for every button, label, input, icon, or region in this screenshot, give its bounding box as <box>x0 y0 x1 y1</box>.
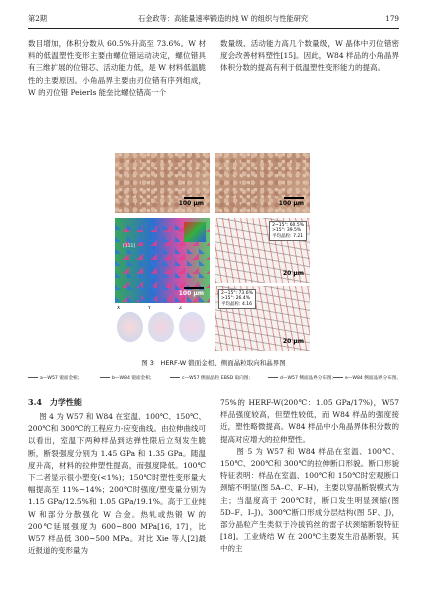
pole-figure-x <box>117 312 143 342</box>
scale-bar <box>184 287 204 289</box>
stat-high-angle: >15°: 26.4% <box>221 296 250 301</box>
page-number: 179 <box>385 14 399 23</box>
pole-figure-y <box>148 312 174 342</box>
section-heading: 3.4 力学性能 <box>28 397 82 407</box>
scale-label-c: 100 μm <box>178 290 204 297</box>
ipf-corner-label: [111] <box>123 244 136 249</box>
figure-caption: 图 3 HERF-W 锻面金相、侧面晶粒取向和晶界图 <box>141 359 286 367</box>
panel-a-micrograph <box>115 153 210 213</box>
legend-item-b: b—W84 锻面金相； <box>100 375 154 381</box>
header-rule <box>28 28 399 29</box>
top-left-paragraph: 数目增加，体积分数从 60.5%升高至 73.6%。W 材料的低温塑性变形主要由螺位错运动决定，螺位错具有三维扩展的位错芯、活动能力低，是 W 材料低温脆性的主要原因。小角晶界主要由刃位错有序列组成，W 的刃位错 Peierls 能垒比螺位错高一个 <box>28 39 206 97</box>
ipf-pole-figures <box>115 306 210 351</box>
figure-legend <box>28 375 402 385</box>
scale-label-b: 100 μm <box>278 200 304 207</box>
stat-high-angle: >15°: 39.5% <box>272 228 302 233</box>
panel-e-boundary-map <box>215 286 310 351</box>
issue-number: 第2期 <box>28 14 47 23</box>
stat-grain-size: 平均晶粒: 7.21 <box>272 234 304 239</box>
right-column-paragraph: 75%的 HERF-W(200℃：1.05 GPa/17%)，W57 样品强度较高，但塑性较低，而 W84 样品的强度接近，塑性略微提高。W84 样品中小角晶界体积分数的提高对应增大的拉伸塑性。 图 5 为 W57 和 W84 样品在室温、100℃、150℃、200℃和 300℃的拉伸断口形貌。断口形貌特征表明：样品在室温、100℃和 150℃时宏观断口颈缩不明显(图 5A–C、F–H)，主要以穿晶断裂模式为主；当温度高于 200℃时，断口发生明显颈缩(图 5D–F、I–J)。300℃断口形成分层结构(图 5F、J)，部分晶粒产生类似于冷拔钨丝的雷子状颈缩断裂特征[18]。工业烧结 W 在 200℃主要发生沿晶断裂，其中的主 <box>220 398 399 554</box>
legend-item-c: c—W57 侧面晶粒 EBSD 取向图； <box>170 375 253 381</box>
legend-item-d: d—W57 侧面晶界分布图； <box>268 375 336 381</box>
stat-low-angle: 2~15°: 73.6% <box>221 291 253 296</box>
stat-low-angle: 2~15°: 60.5% <box>272 223 304 228</box>
left-column-paragraph: 图 4 为 W57 和 W84 在室温、100℃、150℃、200℃和 300℃的工程应力-应变曲线。由拉伸曲线可以看出，室温下两种样品到达弹性限后立刻发生脆断，断裂强度分别为 1.45 GPa 和 1.35 GPa。随温度升高，材料的拉伸塑性提高，而强度降低。100℃下二者显示很小塑变(<1%)；150℃时塑性变形量大幅提高至 11%~14%；200℃时强度/塑变量分别为 1.15 GPa/12.5%和 1.05 GPa/19.1%。高于工业纯 W 和部分分散强化 W 合金。热轧或热锻 W 的 200℃延展强度为 600~800 MPa[16, 17]，比 W57 样品低 300~500 MPa。对比 Xie 等人[2]最近报道的变形量为 <box>28 412 206 556</box>
panel-d-boundary-map <box>215 218 310 283</box>
scale-bar <box>284 197 304 199</box>
scale-label-d: 20 μm <box>282 270 304 277</box>
figure-3 <box>115 153 310 356</box>
stat-grain-size: 平均晶粒: 4.16 <box>221 302 252 307</box>
legend-item-a: a—W57 锻面金相； <box>28 375 82 381</box>
pole-label-x: X <box>117 306 121 311</box>
boundary-stats-box <box>218 289 256 309</box>
boundary-stats-box <box>269 221 307 241</box>
panel-b-micrograph <box>215 153 310 213</box>
pole-label-z: Z <box>179 306 183 311</box>
running-header <box>28 14 399 28</box>
top-right-paragraph: 数量级、活动能力高几个数量级，W 晶体中刃位错密度会改善材料塑性[15]。因此，W84 样品的小角晶界体积分数的提高有利于低温塑性变形能力的提高。 <box>220 39 399 73</box>
ipf-triangle-key <box>184 222 206 242</box>
pole-figure-z <box>179 312 205 342</box>
running-title: 石金政等：高能量速率锻造的纯 W 的组织与性能研究 <box>138 14 309 23</box>
scale-bar <box>184 197 204 199</box>
scale-label-e: 20 μm <box>282 338 304 345</box>
pole-label-y: Y <box>148 306 151 311</box>
scale-label-a: 100 μm <box>178 200 204 207</box>
legend-item-e: e—W84 侧面晶界分布图。 <box>333 375 401 381</box>
panel-c-ebsd-map <box>115 218 210 303</box>
